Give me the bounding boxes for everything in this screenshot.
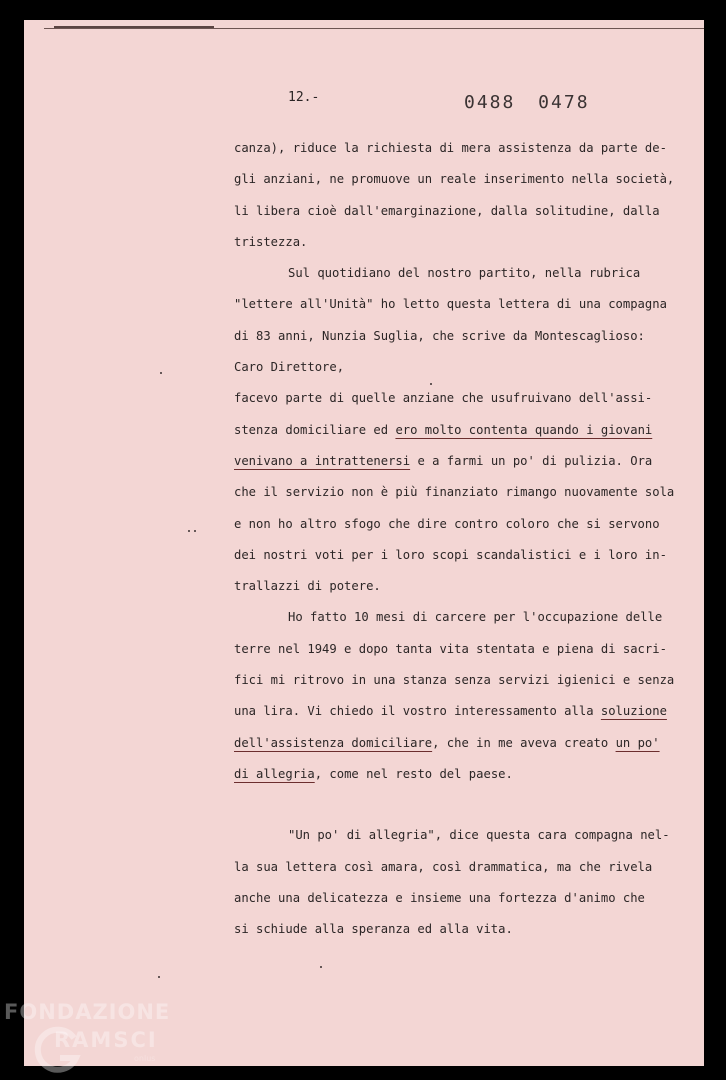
text-line [234, 759, 664, 790]
text-span: una lira. Vi chiedo il vostro interessamento alla [234, 704, 601, 719]
underlined-text: ero molto contenta quando i giovani [395, 422, 653, 437]
text-line: facevo parte di quelle anziane che usufruivano dell'assi- [234, 391, 653, 406]
text-span: , che in me aveva creato [432, 735, 616, 750]
text-line: "lettere all'Unità" ho letto questa lettera di una compagna [234, 297, 667, 312]
text-line: Sul quotidiano del nostro partito, nella rubrica [288, 266, 641, 281]
text-line: si schiude alla speranza ed alla vita. [234, 922, 513, 937]
archive-watermark [4, 1000, 179, 1076]
text-line: anche una delicatezza e insieme una fortezza d'animo che [234, 890, 645, 905]
text-line: canza), riduce la richiesta di mera assistenza da parte de- [234, 141, 667, 155]
text-line: li libera cioè dall'emarginazione, dalla solitudine, dalla [234, 203, 660, 218]
text-line: gli anziani, ne promuove un reale inserimento nella società, [234, 172, 675, 187]
paper-speck [158, 976, 160, 978]
text-line [234, 446, 664, 477]
text-line: Ho fatto 10 mesi di carcere per l'occupazione delle [288, 610, 663, 625]
underlined-text: un po' [615, 735, 660, 750]
paper-speck [194, 530, 196, 532]
watermark-subtitle: RAMSCI [54, 1028, 158, 1052]
text-span: , come nel resto del paese. [314, 766, 513, 781]
underlined-text: dell'assistenza domiciliare [234, 735, 433, 750]
text-line: tristezza. [234, 234, 308, 249]
text-line: terre nel 1949 e dopo tanta vita stentata e piena di sacri- [234, 641, 667, 656]
text-line [234, 415, 664, 446]
text-line [234, 696, 667, 727]
body-text [234, 133, 675, 945]
paragraph-gap [234, 790, 664, 820]
text-line: "Un po' di allegria", dice questa cara compagna nel- [288, 828, 670, 843]
top-rule-mark [54, 26, 214, 28]
watermark-onlus: onlus [134, 1054, 156, 1063]
text-line: trallazzi di potere. [234, 579, 381, 594]
text-span: stenza domiciliare ed [234, 422, 396, 437]
underlined-text: di allegria [234, 766, 315, 781]
text-line [234, 728, 664, 759]
top-rule [44, 28, 704, 29]
text-span: e a farmi un po' di pulizia. Ora [410, 453, 653, 468]
underlined-text: soluzione [600, 704, 667, 719]
text-line: dei nostri voti per i loro scopi scandalistici e i loro in- [234, 547, 667, 562]
document-page [24, 20, 704, 1066]
document-code: 0488 0478 [464, 92, 590, 113]
text-line: fici mi ritrovo in una stanza senza servizi igienici e senza [234, 673, 675, 688]
text-line: Caro Direttore, [234, 360, 345, 375]
page-number: 12.- [288, 90, 320, 105]
paper-speck [188, 530, 190, 532]
underlined-text: venivano a intrattenersi [234, 453, 411, 468]
text-line: e non ho altro sfogo che dire contro coloro che si servono [234, 516, 660, 531]
paper-speck [430, 383, 432, 385]
paper-speck [320, 966, 322, 968]
text-line: di 83 anni, Nunzia Suglia, che scrive da Montescaglioso: [234, 328, 645, 343]
text-line: la sua lettera così amara, così drammatica, ma che rivela [234, 859, 653, 874]
watermark-title: FONDAZIONE [4, 1000, 171, 1024]
text-line: che il servizio non è più finanziato rimango nuovamente sola [234, 485, 675, 500]
paper-speck [160, 372, 162, 374]
